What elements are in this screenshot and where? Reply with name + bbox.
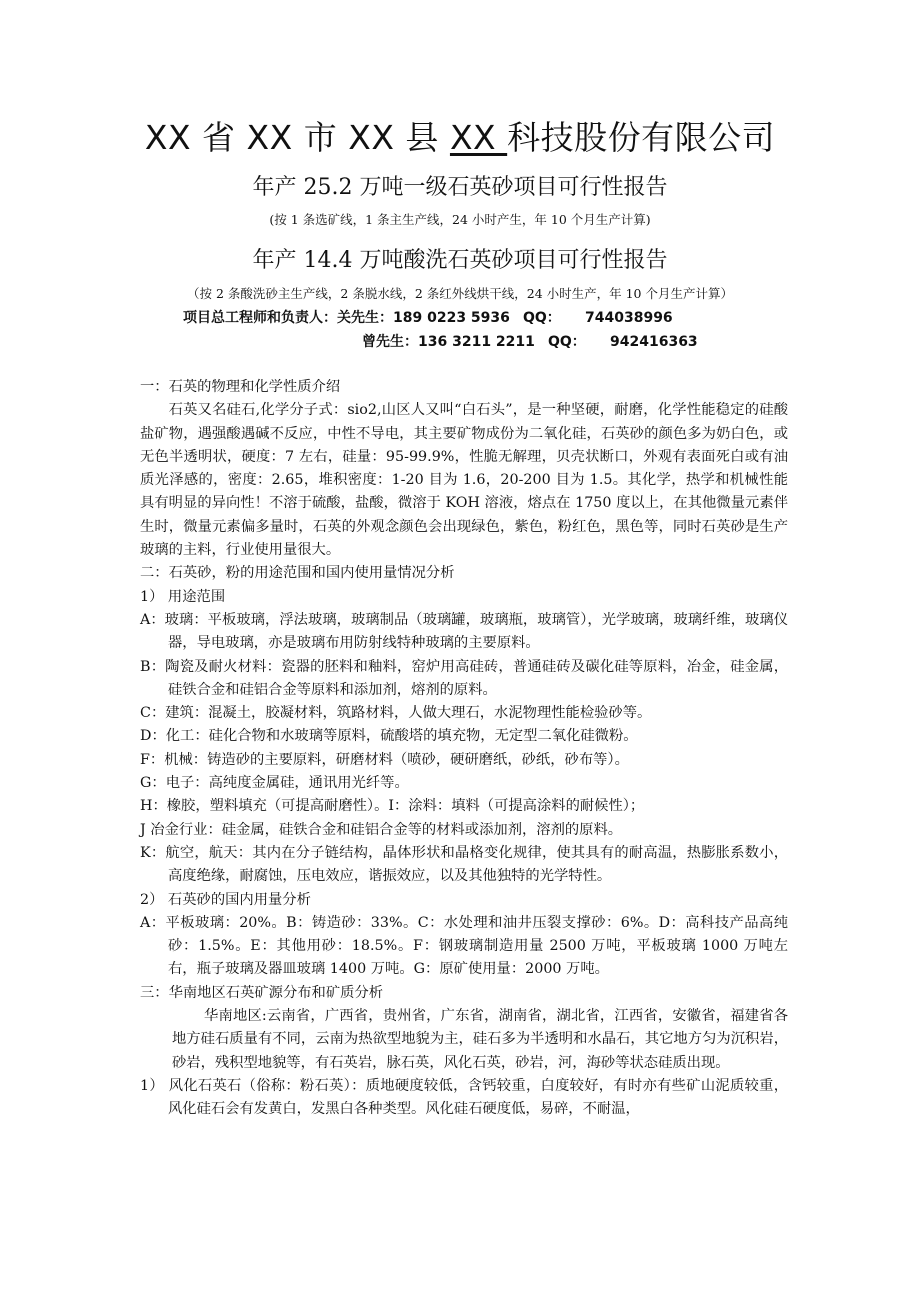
list-item: A：平板玻璃：20%。B：铸造砂：33%。C：水处理和油井压裂支撑砂：6%。D：高科技产品高纯砂：1.5%。E：其他用砂：18.5%。F：钢玻璃制造用量 2500 万吨，平板玻璃 1000 万吨左右，瓶子玻璃及器皿玻璃 1400 万吨。G：原矿使用量：2000 万吨。 — [140, 914, 788, 978]
company-name-part: XX 省 XX 市 XX 县 — [144, 118, 450, 157]
report-title-2: 年产 14.4 万吨酸洗石英砂项目可行性报告 — [252, 248, 668, 273]
section-heading: 二：石英砂，粉的用途范围和国内使用量情况分析 — [140, 565, 455, 582]
contact-line-2 — [362, 331, 698, 351]
contact-2-name: 曾先生： — [362, 334, 418, 350]
contact-2-qq: 942416363 — [610, 334, 698, 350]
list-item: C：建筑：混凝土，胶凝材料，筑路材料，人做大理石，水泥物理性能检验砂等。 — [140, 705, 652, 722]
section-heading: 一：石英的物理和化学性质介绍 — [140, 379, 341, 395]
list-item: A：玻璃：平板玻璃，浮法玻璃，玻璃制品（玻璃罐，玻璃瓶，玻璃管），光学玻璃，玻璃纤维，玻璃仪器，导电玻璃，亦是玻璃布用防射线特种玻璃的主要原料。 — [140, 611, 788, 652]
list-item: D：化工：硅化合物和水玻璃等原料，硫酸塔的填充物，无定型二氧化硅微粉。 — [140, 728, 638, 745]
list-item: F：机械：铸造砂的主要原料，研磨材料（喷砂，硬研磨纸，砂纸，砂布等）。 — [140, 751, 629, 768]
report-title-1: 年产 25.2 万吨一级石英砂项目可行性报告 — [252, 175, 668, 200]
contact-1-qq-label: QQ： — [523, 310, 561, 326]
role-label: 项目总工程师和负责人： — [183, 310, 337, 326]
paragraph: 石英又名硅石,化学分子式：sio2,山区人又叫“白石头”，是一种坚硬，耐磨，化学性能稳定的硅酸盐矿物，遇强酸遇碱不反应，中性不导电，其主要矿物成份为二氧化硅，石英砂的颜色多为奶白色，或无色半透明状，硬度：7 左右，硅量：95-99.9%，性脆无解理，贝壳状断口，外观有表面死白或有油质光泽感的，密度：2.65，堆积密度：1-20 目为 1.6，20-200 目为 1.5。其化学，热学和机械性能具有明显的异向性！不溶于硫酸，盐酸，微溶于 KOH 溶液，熔点在 1750 度以上，在其他微量元素伴生时，微量元素偏多量时，石英的外观念颜色会出现绿色，紫色，粉红色，黑色等，同时石英砂是生产玻璃的主料，行业使用量很大。 — [140, 402, 788, 559]
list-item: H：橡胶，塑料填充（可提高耐磨性）。I：涂料：填料（可提高涂料的耐候性）； — [140, 798, 645, 815]
contact-2-qq-label: QQ： — [548, 334, 586, 350]
list-item: B：陶瓷及耐火材料：瓷器的胚料和釉料，窑炉用高硅砖，普通硅砖及碳化硅等原料，冶金，硅金属，硅铁合金和硅铝合金等原料和添加剂，熔剂的原料。 — [140, 658, 788, 698]
report-note-2: （按 2 条酸洗砂主生产线，2 条脱水线，2 条红外线烘干线，24 小时生产，年 10 个月生产计算） — [187, 286, 733, 301]
list-item: G：电子：高纯度金属硅，通讯用光纤等。 — [140, 775, 409, 792]
report-note-1: (按 1 条选矿线，1 条主生产线，24 小时产生，年 10 个月生产计算) — [269, 212, 651, 227]
company-name — [0, 112, 920, 159]
list-item: 1） 风化石英石（俗称：粉石英）：质地硬度较低，含钙较重，白度较好，有时亦有些矿山泥质较重，风化硅石会有发黄白，发黑白各种类型。风化硅石硬度低，易碎，不耐温， — [140, 1077, 788, 1118]
contact-1-name: 关先生： — [337, 310, 393, 326]
contact-2-phone: 136 3211 2211 — [418, 334, 535, 350]
list-item: K：航空，航天：其内在分子链结构，晶体形状和晶格变化规律，使其具有的耐高温，热膨胀系数小，高度绝缘，耐腐蚀，压电效应，谐振效应，以及其他独特的光学特性。 — [140, 844, 788, 885]
document-body — [140, 376, 788, 1122]
paragraph: 华南地区:云南省，广西省，贵州省，广东省，湖南省，湖北省，江西省，安徽省，福建省各地方硅石质量有不同，云南为热欲型地貌为主，硅石多为半透明和水晶石，其它地方匀为沉积岩，砂岩，残积型地貌等，有石英岩，脉石英，风化石英，砂岩，河，海砂等状态硅质出现。 — [172, 1008, 788, 1071]
subsection-heading: 2） 石英砂的国内用量分析 — [140, 891, 311, 908]
contact-line-1 — [183, 307, 673, 327]
subsection-heading: 1） 用途范围 — [140, 588, 226, 605]
section-heading: 三：华南地区石英矿源分布和矿质分析 — [140, 984, 384, 1001]
list-item: J 冶金行业：硅金属，硅铁合金和硅铝合金等的材料或添加剂，溶剂的原料。 — [140, 821, 623, 838]
contact-1-phone: 189 0223 5936 — [393, 310, 510, 326]
contact-1-qq: 744038996 — [585, 310, 673, 326]
company-name-underlined: XX — [449, 118, 508, 157]
company-name-suffix: 科技股份有限公司 — [507, 118, 776, 157]
